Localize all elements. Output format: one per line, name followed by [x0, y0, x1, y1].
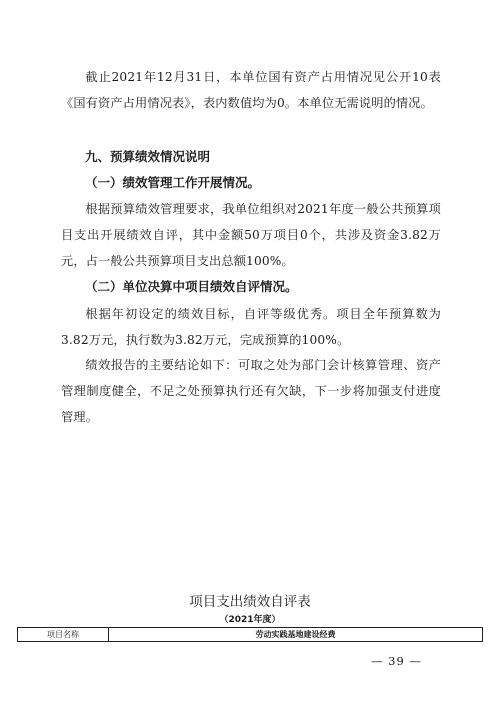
table-year: （2021年度）: [219, 615, 281, 625]
page-number: — 39 —: [371, 654, 422, 668]
table-title: 项目支出绩效自评表: [189, 594, 311, 610]
paragraph-assets: 截止2021年12月31日，本单位国有资产占用情况见公开10表《国有资产占用情况表》，表内数值均为0。本单位无需说明的情况。: [61, 70, 441, 110]
subsection-heading-management: （一）绩效管理工作开展情况。: [85, 175, 261, 190]
paragraph-conclusion: 绩效报告的主要结论如下：可取之处为部门会计核算管理、资产管理制度健全，不足之处预算执行还有欠缺，下一步将加强支付进度管理。: [61, 358, 441, 424]
section-heading-budget-performance: 九、预算绩效情况说明: [85, 149, 211, 164]
table-row: [18, 628, 483, 642]
subsection-heading-self-evaluation: （二）单位决算中项目绩效自评情况。: [85, 279, 298, 294]
paragraph-target: 根据年初设定的绩效目标，自评等级优秀。项目全年预算数为3.82万元，执行数为3.82万元，完成预算的100%。: [61, 307, 441, 347]
evaluation-table: [17, 627, 483, 642]
table-cell-label: 项目名称: [18, 628, 109, 642]
table-cell-value: 劳动实践基地建设经费: [109, 628, 483, 642]
paragraph-management: 根据预算绩效管理要求，我单位组织对2021年度一般公共预算项目支出开展绩效自评，其中金额50万项目0个，共涉及资金3.82万元，占一般公共预算项目支出总额100%。: [61, 202, 441, 268]
